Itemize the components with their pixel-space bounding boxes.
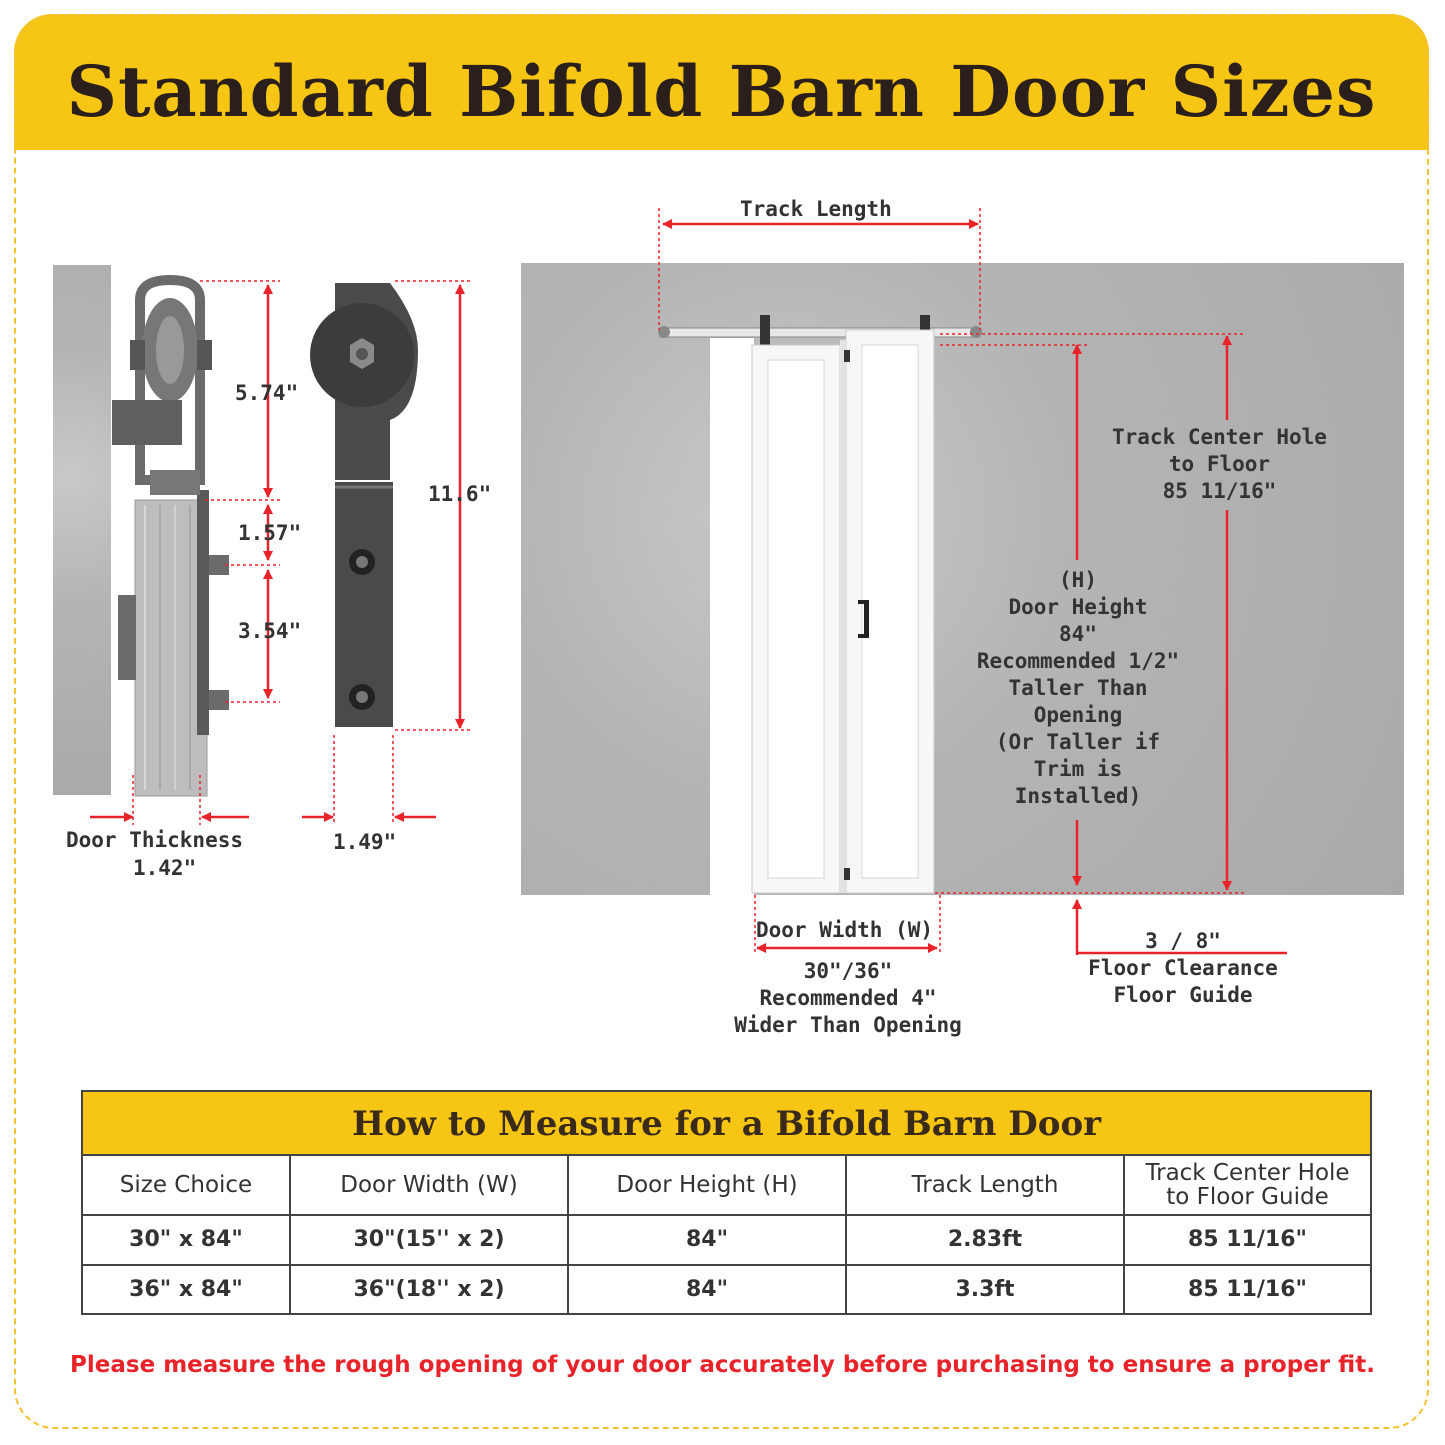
door-thickness-label: Door Thickness [66, 828, 244, 852]
measure-table [81, 1090, 1372, 1315]
door-width-line-1: 30"/36" [803, 959, 893, 983]
side-view-hardware [112, 280, 229, 796]
door-width-label: Door Width (W) [756, 918, 934, 942]
strap-width: 1.49" [333, 830, 397, 854]
col-size-choice: Size Choice [83, 1156, 291, 1214]
dim-11-6: 11.6" [428, 482, 492, 506]
table-row [83, 1216, 1370, 1266]
center-hole-line-1: Track Center Hole [1112, 425, 1327, 449]
door-height-line-7: (Or Taller if [995, 730, 1161, 754]
cell-track: 3.3ft [847, 1266, 1125, 1313]
clearance-line-2: Floor Clearance [1088, 956, 1278, 980]
table-header-bar [83, 1092, 1370, 1156]
clearance-line-3: Floor Guide [1113, 983, 1253, 1007]
cell-size: 30" x 84" [83, 1216, 291, 1264]
center-hole-line-3: 85 11/16" [1162, 479, 1277, 503]
door-height-line-4: Recommended 1/2" [976, 649, 1180, 673]
footer-notice: Please measure the rough opening of your door accurately before purchasing to ensure a proper fit. [70, 1352, 1375, 1378]
clearance-line-1: 3 / 8" [1145, 929, 1221, 953]
col-door-height: Door Height (H) [569, 1156, 847, 1214]
door-height-line-8: Trim is [1033, 757, 1123, 781]
door-height-line-9: Installed) [1014, 784, 1142, 808]
door-width-details [718, 958, 978, 1039]
door-height-line-5: Taller Than [1008, 676, 1148, 700]
page-title: Standard Bifold Barn Door Sizes [66, 50, 1377, 133]
track-length-label: Track Length [740, 197, 892, 221]
door-height-line-3: 84" [1059, 622, 1097, 646]
cell-size: 36" x 84" [83, 1266, 291, 1313]
door-width-line-2: Recommended 4" [759, 986, 937, 1010]
cell-width: 30"(15'' x 2) [291, 1216, 569, 1264]
center-hole-line-2: to Floor [1168, 452, 1271, 476]
cell-height: 84" [569, 1216, 847, 1264]
dim-3-54: 3.54" [238, 619, 302, 643]
door-height-label [958, 567, 1198, 810]
door-width-line-3: Wider Than Opening [734, 1013, 962, 1037]
table-row [83, 1266, 1370, 1313]
cell-track: 2.83ft [847, 1216, 1125, 1264]
floor-clearance-label [1083, 928, 1283, 1009]
door-thickness-value: 1.42" [133, 856, 197, 880]
dim-5-74: 5.74" [235, 381, 299, 405]
col-door-width: Door Width (W) [291, 1156, 569, 1214]
door-height-line-6: Opening [1033, 703, 1123, 727]
col-track-length: Track Length [847, 1156, 1125, 1214]
table-title: How to Measure for a Bifold Barn Door [351, 1104, 1102, 1144]
cell-width: 36"(18'' x 2) [291, 1266, 569, 1313]
cell-center-hole: 85 11/16" [1187, 1276, 1307, 1302]
dim-1-57: 1.57" [238, 521, 302, 545]
table-header-row [83, 1156, 1370, 1216]
cell-height: 84" [569, 1266, 847, 1313]
door-height-line-2: Door Height [1008, 595, 1148, 619]
cell-center-hole: 85 11/16" [1187, 1227, 1307, 1252]
col-center-hole: Track Center Hole to Floor Guide [1145, 1160, 1350, 1210]
front-view-strap [310, 283, 418, 727]
bifold-door-assembly [658, 315, 982, 895]
center-hole-label [1112, 424, 1327, 505]
door-height-line-1: (H) [1059, 568, 1097, 592]
